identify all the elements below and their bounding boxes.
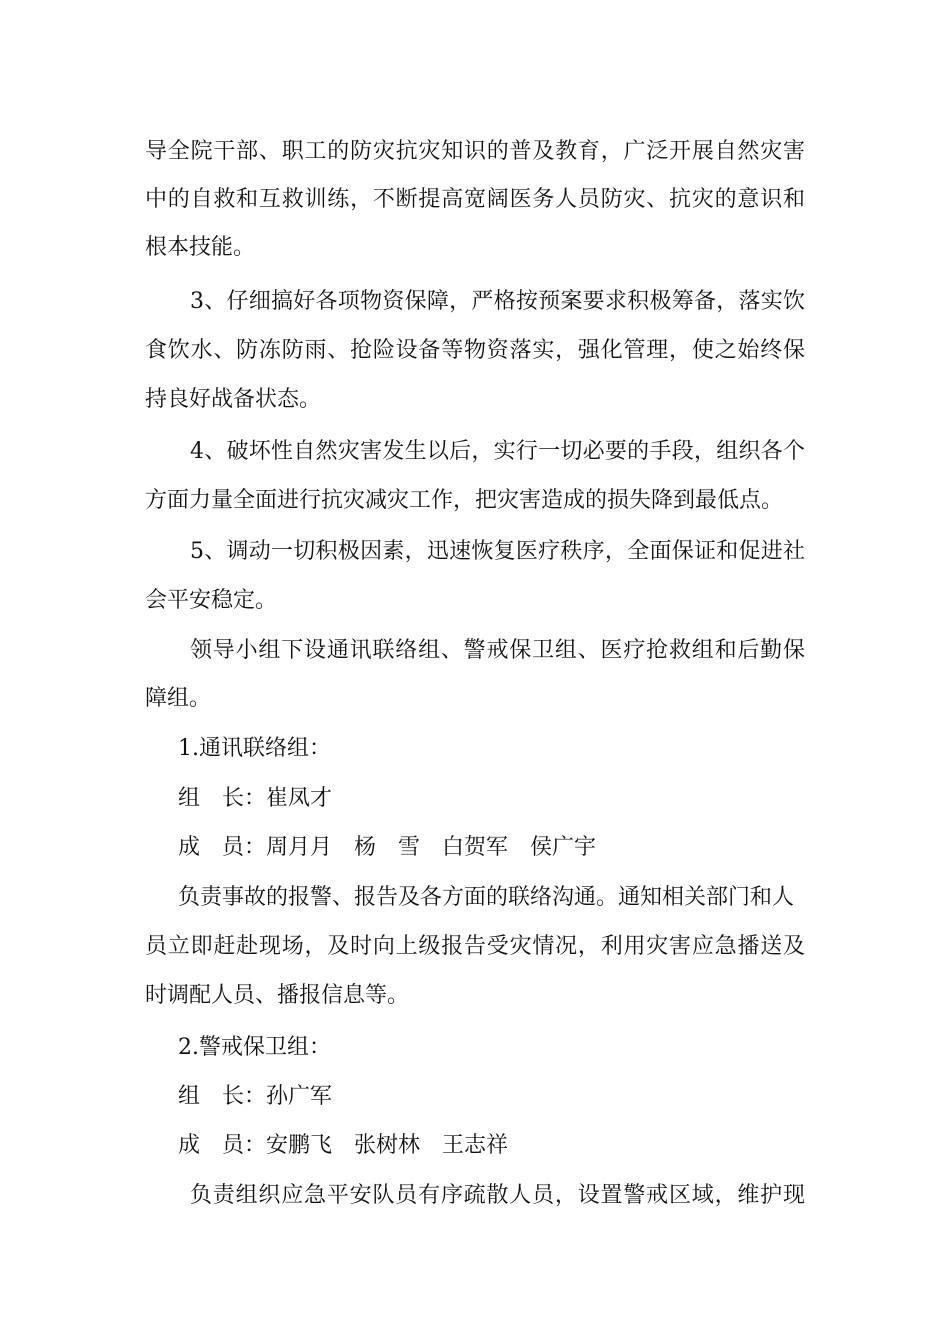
section-heading: 1.通讯联络组： bbox=[178, 736, 331, 761]
paragraph-line: 中的自救和互救训练，不断提高宽阔医务人员防灾、抗灾的意识和 bbox=[145, 187, 805, 212]
paragraph-line: 3、仔细搞好各项物资保障，严格按预案要求积极筹备，落实饮 bbox=[190, 289, 805, 314]
paragraph-line: 员立即赶赴现场，及时向上级报告受灾情况，利用灾害应急播送及 bbox=[145, 934, 805, 959]
paragraph-line: 4、破坏性自然灾害发生以后，实行一切必要的手段，组织各个 bbox=[190, 439, 805, 464]
paragraph-line: 导全院干部、职工的防灾抗灾知识的普及教育，广泛开展自然灾害 bbox=[145, 139, 805, 164]
paragraph-line: 根本技能。 bbox=[145, 235, 256, 260]
paragraph-line: 领导小组下设通讯联络组、警戒保卫组、医疗抢救组和后勤保 bbox=[190, 638, 805, 663]
group-leader-line: 组 长：孙广军 bbox=[178, 1084, 333, 1109]
section-heading: 2.警戒保卫组： bbox=[178, 1035, 331, 1060]
paragraph-line: 食饮水、防冻防雨、抢险设备等物资落实，强化管理，使之始终保 bbox=[145, 338, 805, 363]
paragraph-line: 持良好战备状态。 bbox=[145, 387, 322, 412]
paragraph-line: 障组。 bbox=[145, 686, 212, 711]
paragraph-line: 时调配人员、播报信息等。 bbox=[145, 983, 410, 1008]
paragraph-line: 5、调动一切积极因素，迅速恢复医疗秩序，全面保证和促进社 bbox=[190, 539, 805, 564]
paragraph-line: 负责组织应急平安队员有序疏散人员，设置警戒区域，维护现 bbox=[190, 1183, 805, 1208]
group-members-line: 成 员：安鹏飞 张树林 王志祥 bbox=[178, 1133, 509, 1158]
group-leader-line: 组 长：崔凤才 bbox=[178, 786, 333, 811]
paragraph-line: 方面力量全面进行抗灾减灾工作，把灾害造成的损失降到最低点。 bbox=[145, 488, 784, 513]
group-members-line: 成 员：周月月 杨 雪 白贺军 侯广宇 bbox=[178, 835, 597, 860]
paragraph-line: 负责事故的报警、报告及各方面的联络沟通。通知相关部门和人 bbox=[178, 885, 795, 910]
paragraph-line: 会平安稳定。 bbox=[145, 588, 278, 613]
